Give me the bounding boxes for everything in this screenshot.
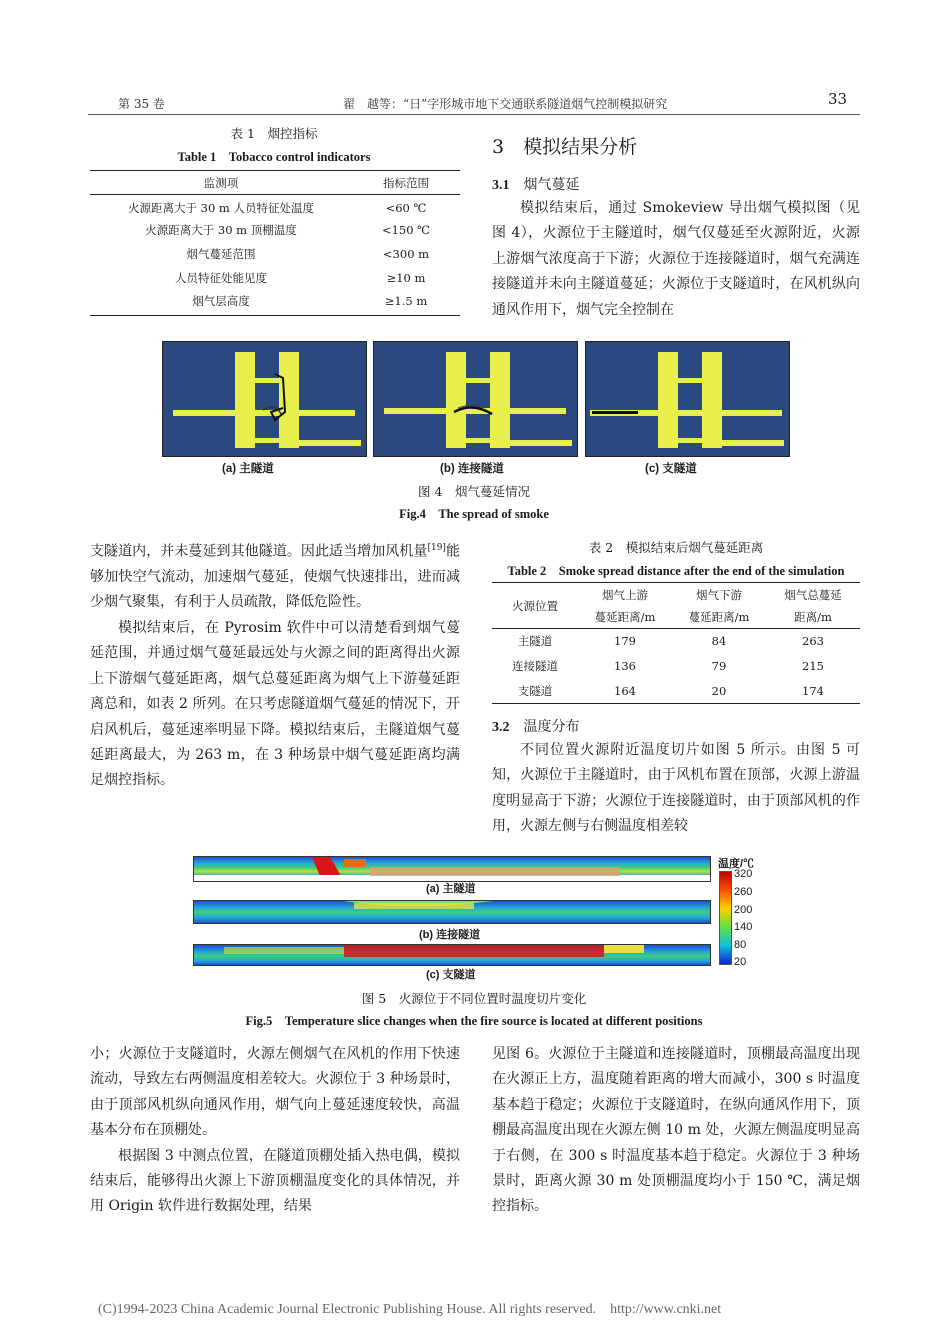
fig4-panel-c <box>585 341 790 457</box>
table-row <box>90 242 460 266</box>
subsection-title: 烟气蔓延 <box>523 177 580 193</box>
temperature-slice <box>194 857 710 881</box>
table-row <box>492 679 860 704</box>
subsection-title: 温度分布 <box>523 719 580 735</box>
paragraph-3-1 <box>492 196 860 323</box>
fig5-label-c: (c) 支隧道 <box>426 969 476 981</box>
citation: [19] <box>427 543 446 553</box>
color-legend-bar <box>719 871 732 965</box>
cell: 179 <box>614 634 636 649</box>
paragraph: 小；火源位于支隧道时，火源左侧烟气在风机的作用下快速流动，导致左右两侧温度相差较大。火源位于 3 种场景时，由于顶部风机纵向通风作用，烟气向上蔓延速度较快，高温基本分布在顶棚处。 <box>90 1046 460 1139</box>
legend-value: 140 <box>734 921 753 933</box>
paragraph-text: 支隧道内，并未蔓延到其他隧道。因此适当增加风机量 <box>90 543 428 560</box>
bottom-left-paragraphs <box>90 1042 460 1220</box>
header-line: 烟气下游 <box>696 587 742 602</box>
paragraph <box>90 536 460 616</box>
subsection-number: 3.1 <box>492 178 510 193</box>
cell: ≥10 m <box>386 270 426 285</box>
cell: 164 <box>614 683 636 698</box>
fig4-panel-a <box>162 341 367 457</box>
cell: 84 <box>711 634 727 649</box>
legend-value: 200 <box>734 904 753 916</box>
fig5-label-a: (a) 主隧道 <box>426 883 476 895</box>
table1-col-range: 指标范围 <box>383 175 429 190</box>
paragraph: 根据图 3 中测点位置，在隧道顶棚处插入热电偶，模拟结束后，能够得出火源上下游顶棚温度变化的具体情况，并用 Origin 软件进行数据处理，结果 <box>90 1147 460 1215</box>
header-line: 蔓延距离/m <box>688 609 750 624</box>
tunnel-smoke-image <box>586 342 789 456</box>
fig4-panel-b <box>373 341 578 457</box>
table-header-row <box>90 171 460 195</box>
left-paragraphs <box>90 536 460 794</box>
cell: <150 ℃ <box>381 222 431 237</box>
legend-value: 260 <box>734 886 753 898</box>
cell: 人员特征处能见度 <box>175 270 267 285</box>
legend-value: 20 <box>734 956 747 968</box>
fig5-caption-en: Fig.5 Temperature slice changes when the fire source is located at different positions <box>245 1014 703 1028</box>
tunnel-smoke-image <box>163 342 366 456</box>
paragraph: 见图 6。火源位于主隧道和连接隧道时，顶棚最高温度出现在火源正上方，温度随着距离的增大而减小，300 s 时温度基本趋于稳定；火源位于支隧道时，在纵向通风作用下，顶棚最高温度出现在火源左侧 10 m 处，火源左侧温度明显高于右侧，在 300 s 时温度基本趋于稳定。火源位于 3 种场景时，距离火源 30 m 处顶棚温度均小于 150 ℃，满足烟控指标。 <box>492 1046 860 1215</box>
legend-title: 温度/℃ <box>718 858 755 870</box>
cell: 连接隧道 <box>512 659 558 673</box>
fig4-caption-en: Fig.4 The spread of smoke <box>399 507 549 521</box>
header-line: 烟气上游 <box>602 587 648 602</box>
temperature-slice <box>194 945 710 965</box>
section-title: 3 模拟结果分析 <box>492 136 638 158</box>
fig4-caption-cn: 图 4 烟气蔓延情况 <box>418 484 530 499</box>
paragraph: 模拟结束后，在 Pyrosim 软件中可以清楚看到烟气蔓延范围，并通过烟气蔓延最远处与火源之间的距离得出火源上下游烟气蔓延距离，烟气总蔓延距离为烟气上下游蔓延距离总和，如表 2 所列。在只考虑隧道烟气蔓延的情况下，开启风机后，蔓延速率明显下降。模拟结束后，主隧道烟气蔓延距离最大，为 263 m，在 3 种场景中烟气蔓延距离均满足烟控指标。 <box>90 619 460 789</box>
subsection-3-2 <box>492 716 580 736</box>
legend-value: 80 <box>734 939 747 951</box>
cell: 20 <box>711 683 727 698</box>
table1-caption-en: Table 1 Tobacco control indicators <box>177 150 371 164</box>
legend-value: 320 <box>734 868 753 880</box>
copyright-footer: (C)1994-2023 China Academic Journal Electronic Publishing House. All rights reserved. http://www.cnki.net <box>98 1302 722 1317</box>
running-title: 翟 越等：“日”字形城市地下交通联系隧道烟气控制模拟研究 <box>343 97 668 111</box>
cell: 主隧道 <box>517 634 553 649</box>
page-number: 33 <box>828 90 848 108</box>
subsection-3-1 <box>492 174 580 194</box>
cell: 火源距离大于 30 m 顶棚温度 <box>145 222 297 237</box>
table1 <box>90 170 460 316</box>
table2-col-total <box>766 583 860 629</box>
header-line: 蔓延距离/m <box>594 609 656 624</box>
cell: 烟气蔓延范围 <box>186 246 256 261</box>
fig5-caption-cn: 图 5 火源位于不同位置时温度切片变化 <box>361 991 587 1006</box>
cell: <300 m <box>382 246 430 261</box>
table2-caption-cn: 表 2 模拟结束后烟气蔓延距离 <box>588 540 764 555</box>
table2-caption-en: Table 2 Smoke spread distance after the end of the simulation <box>507 564 845 578</box>
fig5-strip-b <box>193 900 711 924</box>
table-row <box>90 218 460 242</box>
cell: 79 <box>711 659 727 673</box>
table-row <box>492 654 860 679</box>
journal-volume: 第 35 卷 <box>118 97 165 111</box>
table2 <box>492 582 860 704</box>
table1-caption-cn: 表 1 烟控指标 <box>230 126 318 141</box>
table2-col-upstream <box>578 583 672 629</box>
bottom-right-paragraph <box>492 1042 860 1220</box>
tunnel-smoke-image <box>374 342 577 456</box>
fig5-strip-a <box>193 856 711 882</box>
cell: 263 <box>802 634 824 649</box>
cell: 215 <box>802 659 824 673</box>
table-row <box>90 290 460 316</box>
fig4-label-a: (a) 主隧道 <box>222 463 274 475</box>
paragraph-text: 模拟结束后，通过 Smokeview 导出烟气模拟图（见图 4），火源位于主隧道时，烟气仅蔓延至火源附近，火源上游烟气浓度高于下游；火源位于连接隧道时，烟气充满连接隧道并未向主隧道蔓延；火源位于支隧道时，在风机纵向通风作用下，烟气完全控制在 <box>492 200 860 318</box>
fig4-label-c: (c) 支隧道 <box>645 463 697 475</box>
temperature-slice <box>194 901 710 923</box>
table-header-row <box>492 583 860 629</box>
table-row <box>90 195 460 218</box>
cell: 支隧道 <box>517 683 553 698</box>
cell: 烟气层高度 <box>192 293 250 308</box>
fig5-label-b: (b) 连接隧道 <box>419 929 481 941</box>
cell: 火源距离大于 30 m 人员特征处温度 <box>127 201 314 216</box>
header-line: 距离/m <box>794 609 832 624</box>
cell: 174 <box>802 683 824 698</box>
fig4-label-b: (b) 连接隧道 <box>440 463 504 475</box>
paragraph-3-2 <box>492 738 860 840</box>
subsection-number: 3.2 <box>492 720 510 735</box>
table1-col-item: 监测项 <box>203 175 239 190</box>
fig5-strip-c <box>193 944 711 966</box>
paragraph-text: 能够加快空气流动，加速烟气蔓延，使烟气快速排出，进而减少烟气聚集，有利于人员疏散，降低危险性。 <box>90 543 461 611</box>
header-rule <box>88 114 860 115</box>
cell: <60 ℃ <box>385 201 427 216</box>
table2-col-downstream <box>672 583 766 629</box>
table-row <box>492 629 860 654</box>
paragraph-text: 不同位置火源附近温度切片如图 5 所示。由图 5 可知，火源位于主隧道时，由于风机布置在顶部，火源上游温度明显高于下游；火源位于连接隧道时，由于顶部风机的作用，火源左侧与右侧温度相差较 <box>492 742 860 835</box>
header-line: 烟气总蔓延 <box>784 587 842 602</box>
cell: ≥1.5 m <box>384 293 428 308</box>
table-row <box>90 266 460 290</box>
cell: 136 <box>614 659 636 673</box>
table2-col-location: 火源位置 <box>512 598 558 613</box>
